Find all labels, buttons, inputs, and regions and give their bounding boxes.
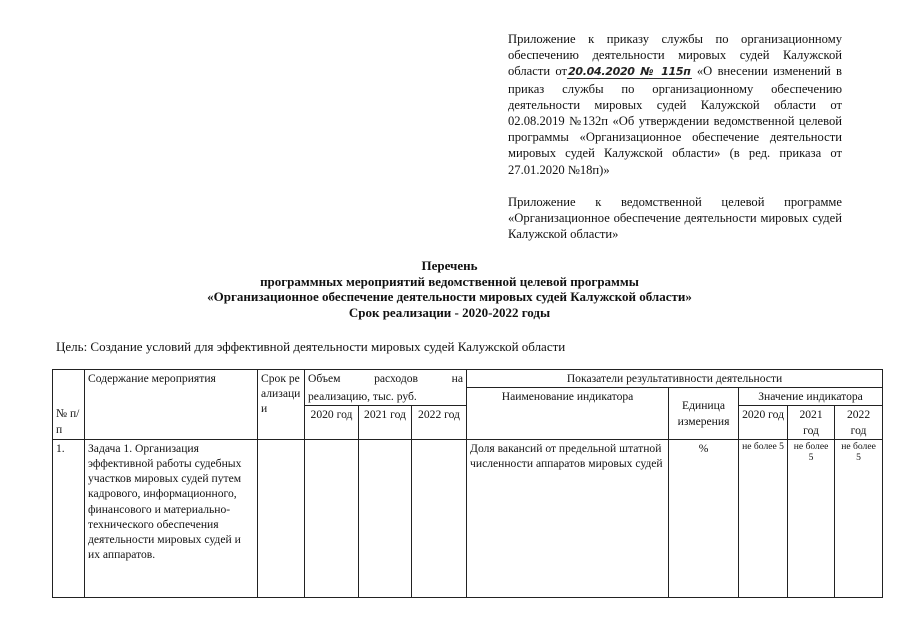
header-volume (305, 370, 467, 388)
header-volume-word3: на (451, 372, 464, 385)
header-indicators: Показатели результативности деятельности (467, 370, 883, 388)
row-val-2021: не более 5 (788, 439, 835, 597)
header-content: Содержание мероприятия (85, 370, 258, 440)
header-val-2021: 2021 год (788, 406, 835, 439)
header-unit: Единица измерения (669, 388, 739, 440)
header-volume-line2: реализацию, тыс. руб. (305, 388, 467, 406)
appendix-block (508, 31, 842, 242)
row-indicator-name: Доля вакансий от предельной штатной численности аппаратов мировых судей (467, 439, 669, 597)
title-line-3: «Организационное обеспечение деятельности мировых судей Калужской области» (207, 289, 692, 305)
header-indicator-value: Значение индикатора (739, 388, 883, 406)
title-line-1: Перечень (421, 258, 478, 273)
row-val-2020: не более 5 (739, 439, 788, 597)
row-exp-2022 (412, 439, 467, 597)
header-val-2022: 2022 год (835, 406, 883, 439)
title-line-4: Срок реализации - 2020-2022 годы (348, 304, 551, 320)
row-val-2022: не более 5 (835, 439, 883, 597)
row-exp-2021 (359, 439, 412, 597)
header-val-2020: 2020 год (739, 406, 788, 439)
header-term: Срок реализации (258, 370, 305, 440)
goal-statement: Цель: Создание условий для эффективной деятельности мировых судей Калужской области (56, 339, 566, 354)
row-unit: % (669, 439, 739, 597)
table-row (53, 439, 883, 597)
document-title (0, 258, 899, 320)
header-indicator-name: Наименование индикатора (467, 388, 669, 440)
row-exp-2020 (305, 439, 359, 597)
program-measures-table (52, 369, 883, 598)
header-num: № п/п (53, 370, 85, 440)
appendix-text-part1: Приложение к приказу службы по организационному обеспечению деятельности мировых судей Калужской области от (508, 32, 842, 79)
row-content: Задача 1. Организация эффективной работы судебных участков мировых судей путем кадрового, информационного, финансового и материально-технического обеспечения деятельности мировых судей и их аппаратов. (85, 439, 258, 597)
title-line-2: программных мероприятий ведомственной целевой программы (260, 273, 639, 289)
header-volume-word1: Объем (308, 372, 341, 385)
handwritten-date-number: 20.04.2020 № 115п (568, 65, 691, 79)
header-volume-word2: расходов (374, 372, 419, 385)
header-exp-2021: 2021 год (359, 406, 412, 439)
header-exp-2020: 2020 год (305, 406, 359, 439)
appendix-program-reference: Приложение к ведомственной целевой программе «Организационное обеспечение деятельности мировых судей Калужской области» (508, 194, 842, 242)
appendix-order-reference (508, 31, 842, 178)
header-exp-2022: 2022 год (412, 406, 467, 439)
row-term (258, 439, 305, 597)
appendix-text-part2: «О внесении изменений в приказ службы по организационному обеспечению деятельности мировых судей Калужской области от 02.08.2019 №132п «Об утверждении ведомственной целевой программы «Организационное обеспечение деятельности мировых судей Калужской области» (в ред. приказа от 27.01.2020 №18п)» (508, 64, 842, 177)
row-num: 1. (53, 439, 85, 597)
header-row-1 (53, 370, 883, 388)
